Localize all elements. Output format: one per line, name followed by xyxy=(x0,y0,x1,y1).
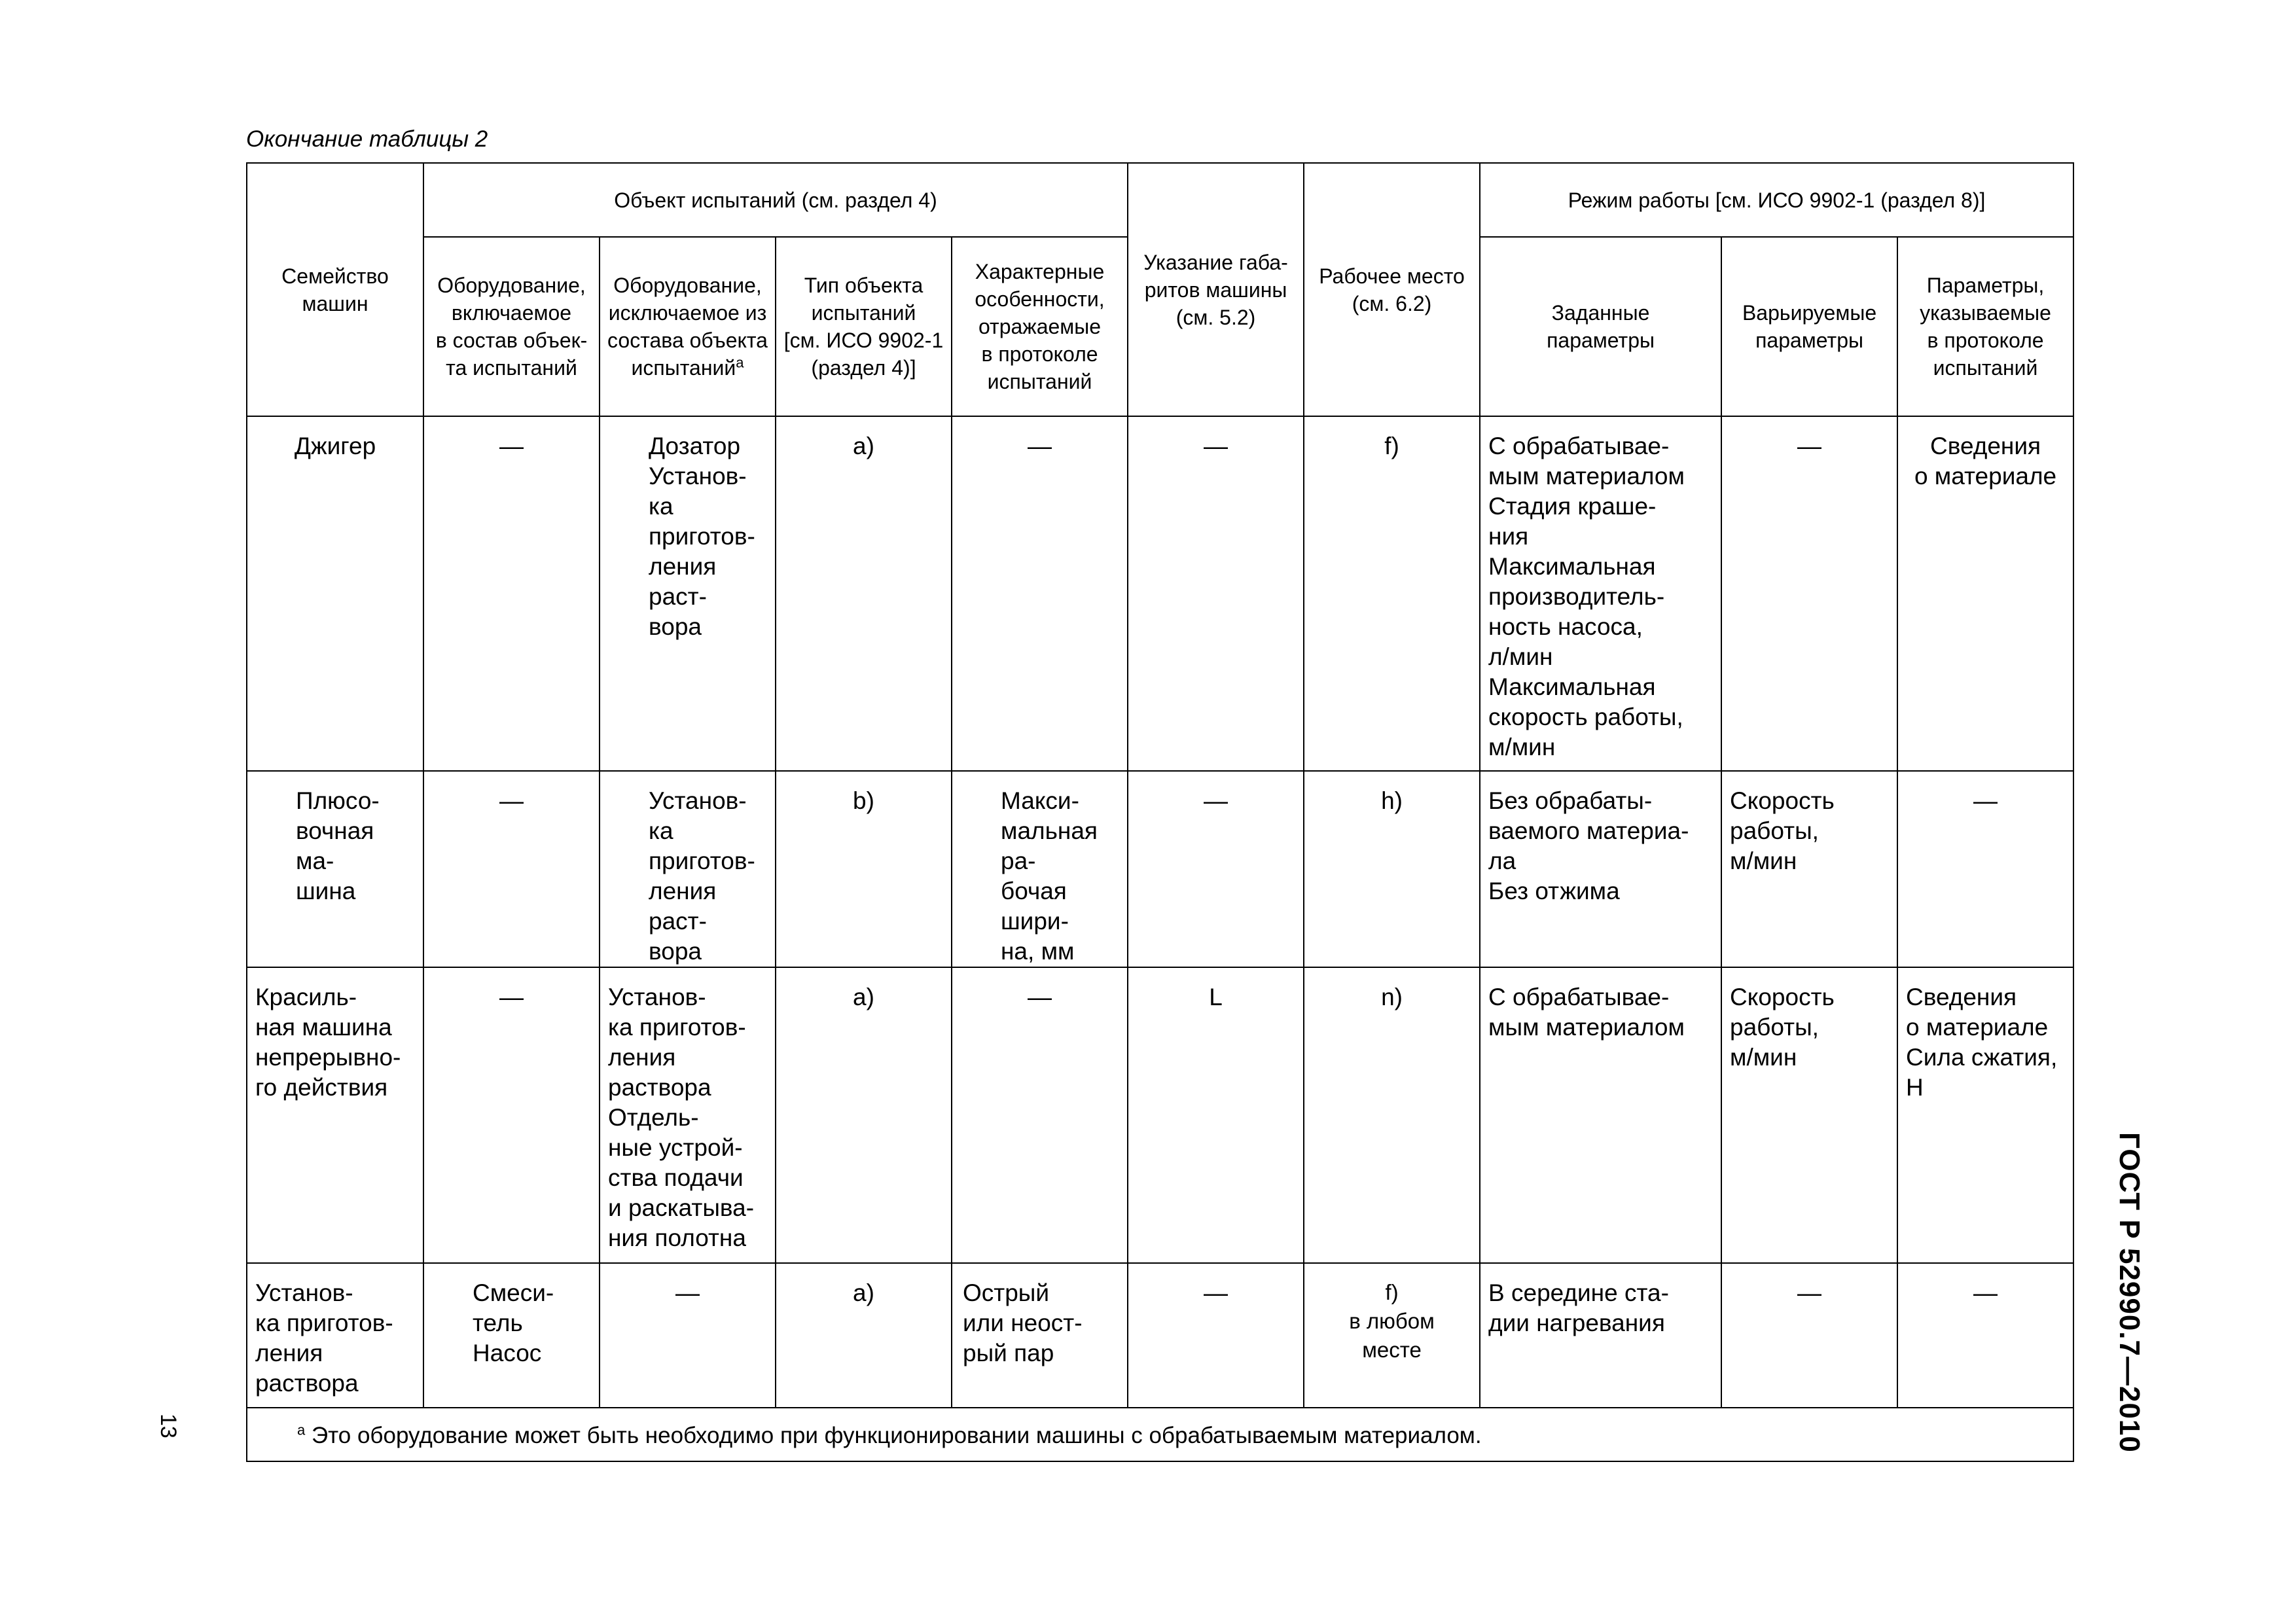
cell-dimensions: — xyxy=(1128,416,1304,771)
header-included: Оборудование, включаемое в состав объек- та испытаний xyxy=(423,237,600,416)
cell-var-params: Скорость работы, м/мин xyxy=(1721,771,1897,967)
table-row xyxy=(247,967,2073,1263)
cell-set-params: В середине ста- дии нагревания xyxy=(1480,1263,1721,1408)
cell-features: Острый или неост- рый пар xyxy=(952,1263,1128,1408)
cell-workplace: f) в любом месте xyxy=(1304,1263,1480,1408)
header-excluded xyxy=(600,237,776,416)
table-row xyxy=(247,416,2073,771)
header-object-type: Тип объекта испытаний [см. ИСО 9902-1 (раздел 4)] xyxy=(776,237,952,416)
cell-report-params: — xyxy=(1897,1263,2073,1408)
table-row xyxy=(247,1263,2073,1408)
cell-included: Смеси- тель Насос xyxy=(423,1263,600,1408)
cell-type: a) xyxy=(776,967,952,1263)
header-family: Семейство машин xyxy=(247,163,423,416)
table-caption: Окончание таблицы 2 xyxy=(246,126,488,152)
cell-features: — xyxy=(952,967,1128,1263)
header-excluded-text: Оборудование, исключаемое из состава объекта испытаний xyxy=(607,274,768,380)
cell-family: Плюсо- вочная ма- шина xyxy=(247,771,423,967)
cell-var-params: — xyxy=(1721,416,1897,771)
header-report-params: Параметры, указываемые в протоколе испытаний xyxy=(1897,237,2073,416)
cell-type: a) xyxy=(776,416,952,771)
footnote xyxy=(247,1408,2073,1461)
footnote-row xyxy=(247,1408,2073,1461)
cell-set-params: С обрабатывае- мым материалом Стадия краше- ния Максимальная производитель- ность насоса, л/мин Максимальная скорость работы, м/мин xyxy=(1480,416,1721,771)
cell-report-params: — xyxy=(1897,771,2073,967)
cell-excluded: — xyxy=(600,1263,776,1408)
cell-workplace: h) xyxy=(1304,771,1480,967)
cell-excluded: Установ- ка приготов- ления раст- вора xyxy=(600,771,776,967)
machine-family-table xyxy=(246,162,2074,1462)
header-object-group: Объект испытаний (см. раздел 4) xyxy=(423,163,1128,237)
cell-workplace: n) xyxy=(1304,967,1480,1263)
cell-features: Макси- мальная ра- бочая шири- на, мм xyxy=(952,771,1128,967)
footnote-text: Это оборудование может быть необходимо при функционировании машины с обрабатываемым материалом. xyxy=(311,1423,1482,1448)
cell-excluded: Дозатор Установ- ка приготов- ления раст- вора xyxy=(600,416,776,771)
cell-var-params: — xyxy=(1721,1263,1897,1408)
cell-type: a) xyxy=(776,1263,952,1408)
header-excluded-sup: a xyxy=(736,354,744,371)
cell-features: — xyxy=(952,416,1128,771)
header-var-params: Варьируемые параметры xyxy=(1721,237,1897,416)
cell-dimensions: — xyxy=(1128,1263,1304,1408)
cell-excluded: Установ- ка приготов- ления раствора Отдель- ные устрой- ства подачи и раскатыва- ния полотна xyxy=(600,967,776,1263)
cell-var-params: Скорость работы, м/мин xyxy=(1721,967,1897,1263)
cell-family: Установ- ка приготов- ления раствора xyxy=(247,1263,423,1408)
table-row xyxy=(247,771,2073,967)
cell-included: — xyxy=(423,967,600,1263)
header-dimensions: Указание габа- ритов машины (см. 5.2) xyxy=(1128,163,1304,416)
standard-designation: ГОСТ Р 52990.7—2010 xyxy=(2113,1132,2145,1453)
cell-included: — xyxy=(423,771,600,967)
cell-workplace: f) xyxy=(1304,416,1480,771)
header-workplace: Рабочее место (см. 6.2) xyxy=(1304,163,1480,416)
cell-set-params: Без обрабаты- ваемого материа- ла Без отжима xyxy=(1480,771,1721,967)
cell-report-params: Сведения о материале xyxy=(1897,416,2073,771)
cell-type: b) xyxy=(776,771,952,967)
cell-family: Джигер xyxy=(247,416,423,771)
header-set-params: Заданные параметры xyxy=(1480,237,1721,416)
cell-report-params: Сведения о материале Сила сжатия, Н xyxy=(1897,967,2073,1263)
header-features: Характерные особенности, отражаемые в протоколе испытаний xyxy=(952,237,1128,416)
page-number: 13 xyxy=(156,1414,181,1438)
cell-family: Красиль- ная машина непрерывно- го действия xyxy=(247,967,423,1263)
header-mode-group: Режим работы [см. ИСО 9902-1 (раздел 8)] xyxy=(1480,163,2073,237)
header-row-1 xyxy=(247,163,2073,237)
cell-included: — xyxy=(423,416,600,771)
footnote-sup: a xyxy=(297,1421,306,1438)
cell-set-params: С обрабатывае- мым материалом xyxy=(1480,967,1721,1263)
cell-dimensions: L xyxy=(1128,967,1304,1263)
cell-dimensions: — xyxy=(1128,771,1304,967)
